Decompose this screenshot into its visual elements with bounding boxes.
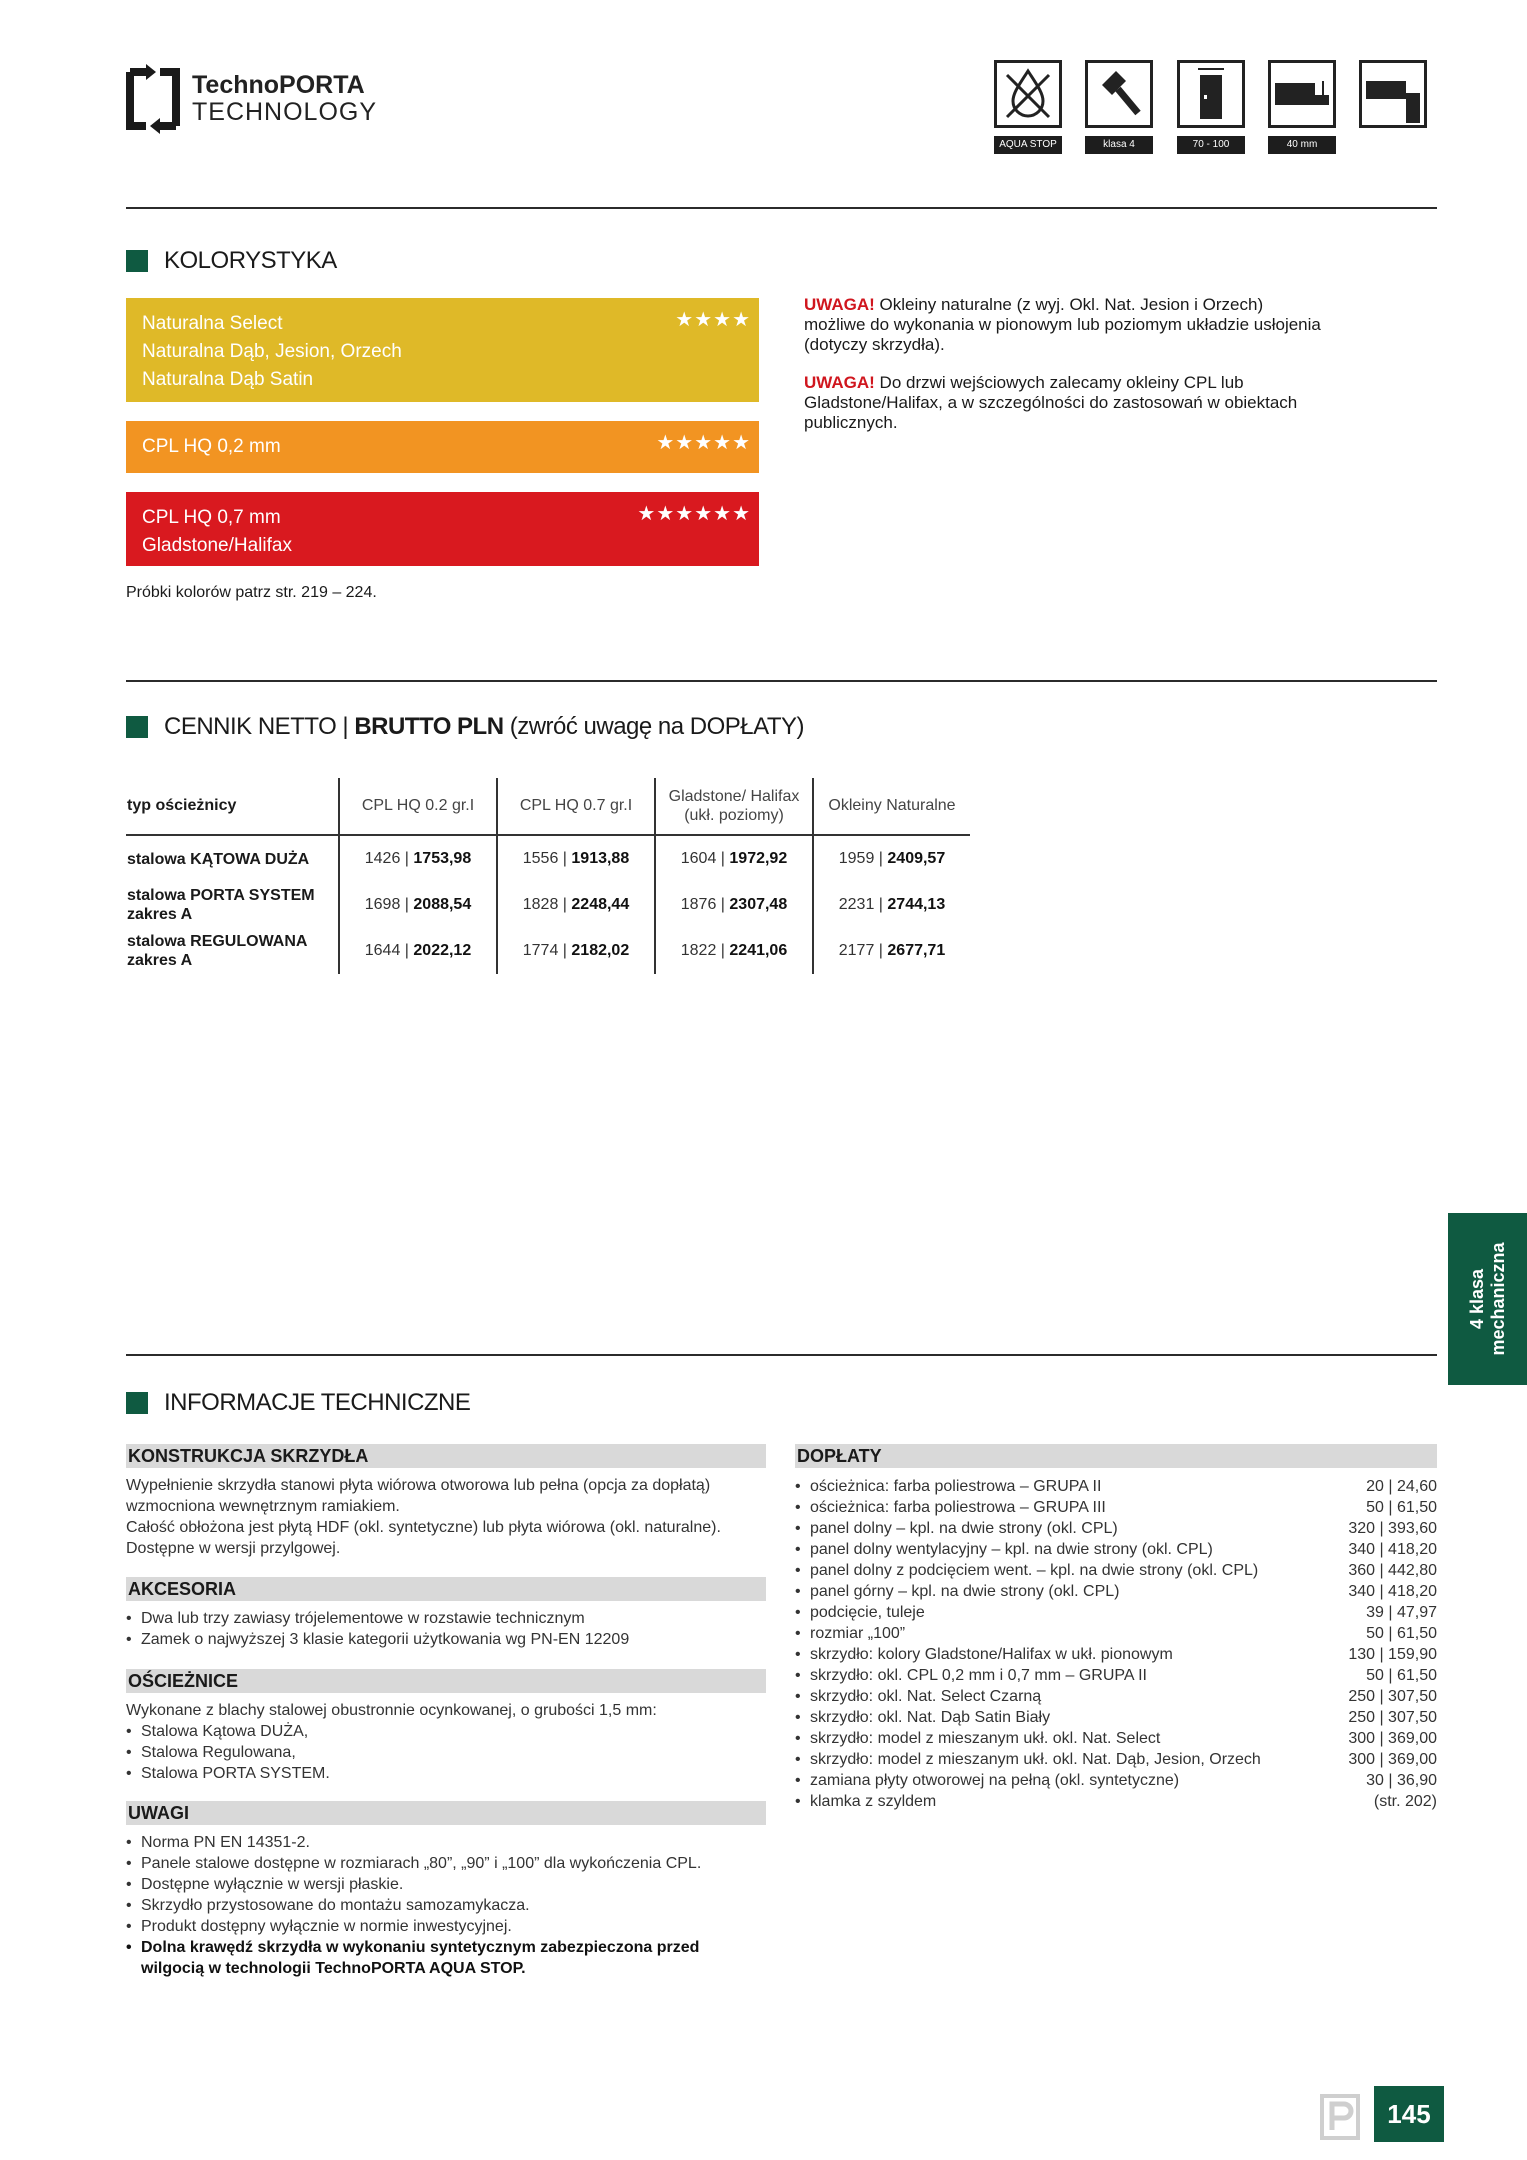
price-cell: 1604 | 1972,92 (655, 835, 813, 882)
row-label: stalowa PORTA SYSTEM zakres A (127, 887, 315, 923)
color-bar-line: CPL HQ 0,2 mm (142, 436, 281, 457)
aqua-stop-icon (994, 60, 1062, 128)
list-item: • Stalowa PORTA SYSTEM. (126, 1763, 766, 1784)
subsection-title-konstrukcja: KONSTRUKCJA SKRZYDŁA (126, 1444, 766, 1468)
price-cell: 1644 | 2022,12 (339, 928, 497, 974)
list-item: • Panele stalowe dostępne w rozmiarach „80”, „90” i „100” dla wykończenia CPL. (126, 1853, 766, 1874)
table-row (126, 835, 970, 882)
price-cell: 2231 | 2744,13 (813, 882, 970, 928)
warning-label: UWAGA! (804, 373, 875, 392)
hammer-icon (1085, 60, 1153, 128)
color-bar-line: Gladstone/Halifax (142, 535, 292, 556)
list-item: • podcięcie, tuleje 39 | 47,97 (795, 1602, 1437, 1623)
table-header-row (126, 778, 970, 835)
icon-caption-klasa: klasa 4 (1085, 136, 1153, 154)
list-item: • Produkt dostępny wyłącznie w normie inwestycyjnej. (126, 1916, 766, 1937)
section-title-cennik (126, 713, 804, 741)
subsection-title-uwagi: UWAGI (126, 1801, 766, 1825)
brand-p-icon (1320, 2094, 1360, 2145)
list-item: • panel dolny wentylacyjny – kpl. na dwie strony (okl. CPL) 340 | 418,20 (795, 1539, 1437, 1560)
subsection-title-oscieznice: OŚCIEŻNICE (126, 1669, 766, 1693)
warning-text: Do drzwi wejściowych zalecamy okleiny CPL lub Gladstone/Halifax, a w szczególności do zastosowań w obiektach publicznych. (804, 373, 1298, 432)
warning-text: Okleiny naturalne (z wyj. Okl. Nat. Jesion i Orzech) możliwe do wykonania w pionowym lub poziomym układzie usłojenia (dotyczy skrzydła). (804, 295, 1321, 354)
warning-1 (804, 295, 1324, 355)
door-profile-icon (1359, 60, 1427, 128)
door-thickness-icon (1268, 60, 1336, 128)
list-item: • skrzydło: kolory Gladstone/Halifax w ukł. pionowym 130 | 159,90 (795, 1644, 1437, 1665)
price-table (126, 778, 970, 974)
section-marker (126, 1392, 148, 1414)
table-header: CPL HQ 0.7 gr.I (497, 778, 655, 835)
logo-mark-icon (124, 64, 182, 134)
color-bar-cpl-07 (126, 492, 759, 566)
subsection-title-doplaty: DOPŁATY (795, 1444, 1437, 1468)
side-tab (1448, 1213, 1527, 1385)
list-item: • skrzydło: model z mieszanym ukł. okl. Nat. Dąb, Jesion, Orzech 300 | 369,00 (795, 1749, 1437, 1770)
color-bar-natural (126, 298, 759, 402)
star-rating: ★★★★★ (656, 432, 751, 454)
row-label: stalowa REGULOWANA zakres A (127, 933, 307, 969)
warning-2 (804, 373, 1324, 433)
divider-top (126, 207, 1437, 209)
list-item: • Stalowa Regulowana, (126, 1742, 766, 1763)
uwagi-list (126, 1832, 766, 1979)
list-item: • Dwa lub trzy zawiasy trójelementowe w rozstawie technicznym (126, 1608, 766, 1629)
list-item: • skrzydło: okl. CPL 0,2 mm i 0,7 mm – GRUPA II 50 | 61,50 (795, 1665, 1437, 1686)
section-marker (126, 250, 148, 272)
table-header: Gladstone/ Halifax (ukł. poziomy) (655, 778, 813, 835)
star-rating: ★★★★★★ (637, 503, 751, 525)
price-cell: 1426 | 1753,98 (339, 835, 497, 882)
list-item: • skrzydło: okl. Nat. Dąb Satin Biały 250 | 307,50 (795, 1707, 1437, 1728)
section-title-text: CENNIK NETTO | BRUTTO PLN (zwróć uwagę na DOPŁATY) (164, 713, 805, 740)
table-row (126, 928, 970, 974)
color-bar-line: Naturalna Dąb, Jesion, Orzech (142, 341, 402, 362)
color-bar-line: Naturalna Dąb Satin (142, 369, 314, 390)
table-header: CPL HQ 0.2 gr.I (339, 778, 497, 835)
divider-info (126, 1354, 1437, 1356)
list-item: • panel dolny z podcięciem went. – kpl. na dwie strony (okl. CPL) 360 | 442,80 (795, 1560, 1437, 1581)
oscieznice-list: Wykonane z blachy stalowej obustronnie ocynkowanej, o grubości 1,5 mm: • Stalowa Kątowa DUŻA, • Stalowa Regulowana, • Stalowa PORTA SYSTEM. (126, 1700, 766, 1784)
price-cell: 1959 | 2409,57 (813, 835, 970, 882)
icon-caption-thickness: 40 mm (1268, 136, 1336, 154)
section-marker (126, 716, 148, 738)
list-item: • ościeżnica: farba poliestrowa – GRUPA III 50 | 61,50 (795, 1497, 1437, 1518)
list-item: • klamka z szyldem (str. 202) (795, 1791, 1437, 1812)
icon-caption-aqua-stop: AQUA STOP (994, 136, 1062, 154)
star-rating: ★★★★ (675, 309, 751, 331)
section-title-kolorystyka (126, 247, 337, 275)
list-item: • Skrzydło przystosowane do montażu samozamykacza. (126, 1895, 766, 1916)
color-bar-line: CPL HQ 0,7 mm (142, 507, 281, 528)
list-item-strong: • Dolna krawędź skrzydła w wykonaniu syntetycznym zabezpieczona przed wilgocią w technologii TechnoPORTA AQUA STOP. (126, 1937, 766, 1979)
table-row (126, 882, 970, 928)
section-title-info (126, 1389, 470, 1417)
table-header: typ ościeżnicy (126, 778, 339, 835)
list-item: • panel górny – kpl. na dwie strony (okl. CPL) 340 | 418,20 (795, 1581, 1437, 1602)
list-item: • rozmiar „100” 50 | 61,50 (795, 1623, 1437, 1644)
row-label: stalowa KĄTOWA DUŻA (127, 850, 310, 868)
price-cell: 2177 | 2677,71 (813, 928, 970, 974)
color-bar-line: Naturalna Select (142, 313, 283, 334)
samples-note: Próbki kolorów patrz str. 219 – 224. (126, 584, 377, 601)
price-cell: 1774 | 2182,02 (497, 928, 655, 974)
table-header: Okleiny Naturalne (813, 778, 970, 835)
list-item: • Norma PN EN 14351-2. (126, 1832, 766, 1853)
divider-mid (126, 680, 1437, 682)
section-title-text: KOLORYSTYKA (164, 247, 337, 274)
list-item: • Zamek o najwyższej 3 klasie kategorii użytkowania wg PN-EN 12209 (126, 1629, 766, 1650)
akcesoria-list (126, 1608, 766, 1650)
icon-caption-width: 70 - 100 (1177, 136, 1245, 154)
list-item: • Dostępne wyłącznie w wersji płaskie. (126, 1874, 766, 1895)
page-number: 145 (1374, 2086, 1444, 2142)
color-bar-cpl-02 (126, 421, 759, 473)
price-cell: 1828 | 2248,44 (497, 882, 655, 928)
subsection-title-akcesoria: AKCESORIA (126, 1577, 766, 1601)
list-item: • skrzydło: model z mieszanym ukł. okl. Nat. Select 300 | 369,00 (795, 1728, 1437, 1749)
doplaty-list (795, 1476, 1437, 1812)
list-item: • ościeżnica: farba poliestrowa – GRUPA II 20 | 24,60 (795, 1476, 1437, 1497)
logo-line2: TECHNOLOGY (192, 98, 378, 126)
logo (124, 64, 377, 134)
list-item: • Stalowa Kątowa DUŻA, (126, 1721, 766, 1742)
list-item: • skrzydło: okl. Nat. Select Czarną 250 | 307,50 (795, 1686, 1437, 1707)
section-title-text: INFORMACJE TECHNICZNE (164, 1389, 471, 1416)
list-item: • zamiana płyty otworowej na pełną (okl. syntetyczne) 30 | 36,90 (795, 1770, 1437, 1791)
list-item: • panel dolny – kpl. na dwie strony (okl. CPL) 320 | 393,60 (795, 1518, 1437, 1539)
price-cell: 1556 | 1913,88 (497, 835, 655, 882)
door-width-icon (1177, 60, 1245, 128)
warning-label: UWAGA! (804, 295, 875, 314)
price-cell: 1698 | 2088,54 (339, 882, 497, 928)
logo-line1: TechnoPORTA (192, 71, 365, 99)
price-cell: 1822 | 2241,06 (655, 928, 813, 974)
price-cell: 1876 | 2307,48 (655, 882, 813, 928)
side-tab-text: 4 klasa mechaniczna (1466, 1242, 1508, 1356)
konstrukcja-text: Wypełnienie skrzydła stanowi płyta wiórowa otworowa lub pełna (opcja za dopłatą) wzmocniona wewnętrznym ramiakiem. Całość obłożona jest płytą HDF (okl. syntetyczne) lub płyta wiórowa (okl. naturalne). Dostępne w wersji przylgowej. (126, 1477, 721, 1557)
